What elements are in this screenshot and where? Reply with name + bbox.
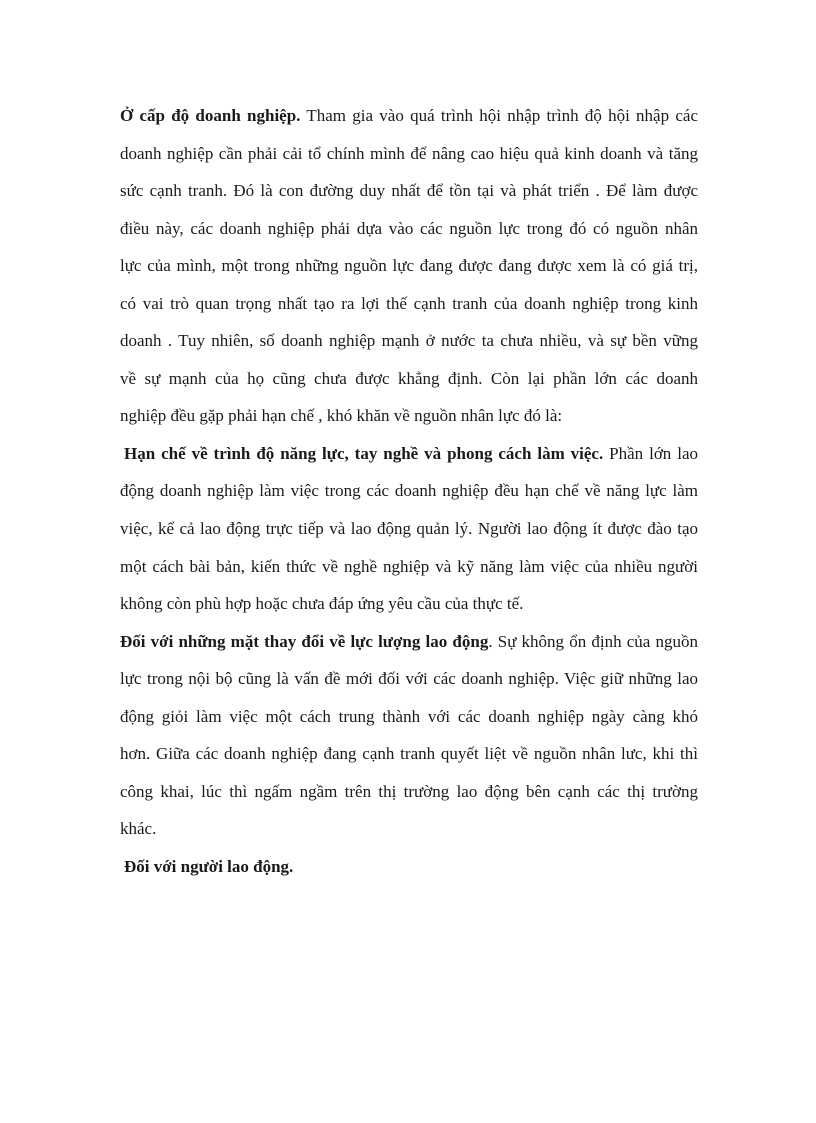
- paragraph-text: . Sự không ổn định của nguồn: [488, 631, 698, 651]
- paragraph-line: [120, 97, 698, 135]
- paragraph-enterprise-level: [120, 97, 698, 435]
- paragraph-line: lực của mình, một trong những nguồn lực đang được đang được xem là có giá trị,: [120, 256, 698, 276]
- paragraph-text: Phần lớn lao: [603, 443, 698, 463]
- paragraph-heading: Đối với những mặt thay đổi về lực lượng lao động: [120, 631, 489, 651]
- document-page: [120, 97, 698, 885]
- paragraph-line: hơn. Giữa các doanh nghiệp đang cạnh tranh quyết liệt về nguồn nhân lưc, khi thì: [120, 744, 698, 764]
- paragraph-workforce-changes: [120, 623, 698, 848]
- paragraph-line: về sự mạnh của họ cũng chưa được khẳng định. Còn lại phần lớn các doanh: [120, 368, 698, 388]
- paragraph-line: doanh nghiệp cần phải cải tổ chính mình để nâng cao hiệu quả kinh doanh và tăng: [120, 143, 698, 163]
- paragraph-line: [120, 623, 698, 661]
- paragraph-heading: Đối với người lao động.: [124, 856, 294, 876]
- paragraph-line: không còn phù hợp hoặc chưa đáp ứng yêu cầu của thực tế.: [120, 594, 524, 614]
- paragraph-line: một cách bài bản, kiến thức về nghề nghiệp và kỹ năng làm việc của nhiều người: [120, 556, 698, 576]
- paragraph-line: sức cạnh tranh. Đó là con đường duy nhất để tồn tại và phát triển . Để làm được: [120, 181, 698, 201]
- paragraph-line: [120, 435, 698, 473]
- paragraph-line: việc, kể cả lao động trực tiếp và lao động quản lý. Người lao động ít được đào tạo: [120, 519, 698, 539]
- paragraph-heading: Ở cấp độ doanh nghiệp.: [120, 106, 301, 125]
- paragraph-text: Tham gia vào quá trình hội nhập trình độ hội nhập các: [300, 106, 698, 125]
- paragraph-line: điều này, các doanh nghiệp phải dựa vào các nguồn lực trong đó có nguồn nhân: [120, 218, 698, 238]
- paragraph-line: nghiệp đều gặp phải hạn chế , khó khăn về nguồn nhân lực đó là:: [120, 406, 563, 426]
- paragraph-employees: [120, 848, 698, 886]
- paragraph-line: khác.: [120, 819, 157, 839]
- paragraph-heading: Hạn chế về trình độ năng lực, tay nghề và phong cách làm việc.: [124, 443, 604, 463]
- paragraph-line: [120, 848, 698, 886]
- paragraph-line: lực trong nội bộ cũng là vấn đề mới đối với các doanh nghiệp. Việc giữ những lao: [120, 669, 698, 689]
- paragraph-line: động giỏi làm việc một cách trung thành với các doanh nghiệp ngày càng khó: [120, 706, 698, 726]
- paragraph-line: doanh . Tuy nhiên, số doanh nghiệp mạnh ở nước ta chưa nhiều, và sự bền vững: [120, 331, 698, 351]
- paragraph-skill-limitations: [120, 435, 698, 623]
- paragraph-line: có vai trò quan trọng nhất tạo ra lợi thế cạnh tranh của doanh nghiệp trong kinh: [120, 293, 698, 313]
- paragraph-line: công khai, lúc thì ngấm ngầm trên thị trường lao động bên cạnh các thị trường: [120, 781, 698, 801]
- paragraph-line: động doanh nghiệp làm việc trong các doanh nghiệp đều hạn chế về năng lực làm: [120, 481, 698, 501]
